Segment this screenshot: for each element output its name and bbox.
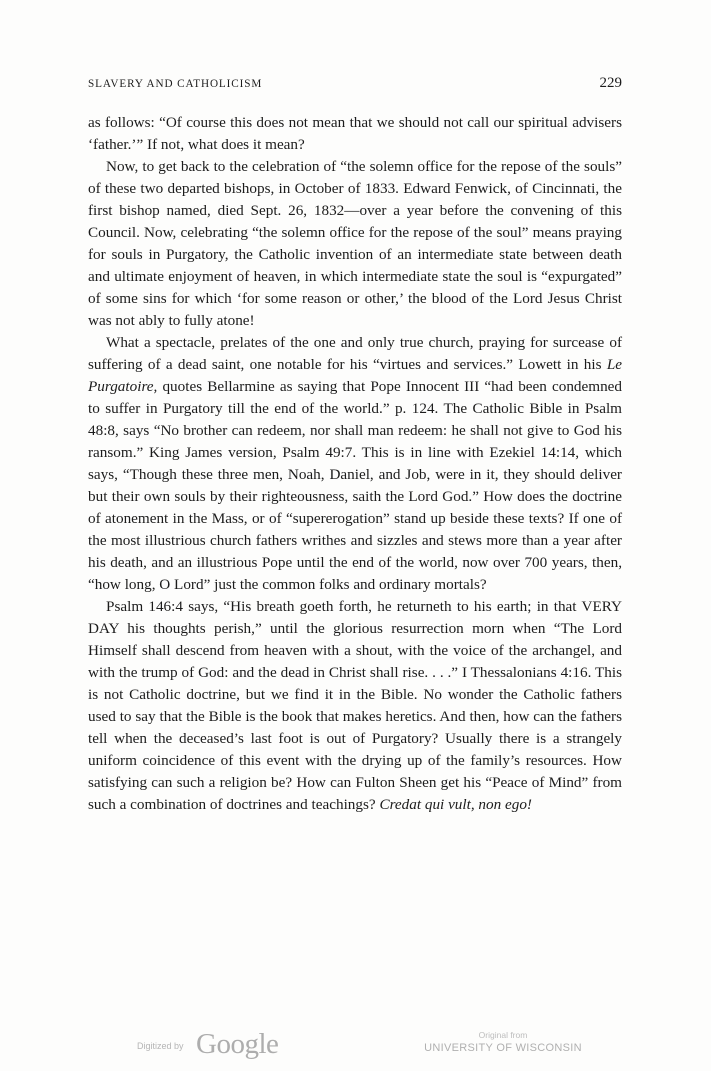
latin-closing-phrase: Credat qui vult, non ego! — [379, 796, 532, 813]
paragraph-spectacle-text-b: quotes Bellarmine as saying that Pope Innocent III “had been condemned to suffer in Purgatory till the end of the world.” p. 124. The Catholic Bible in Psalm 48:8, says “No brother can redeem, nor shall man redeem: he shall not give to God his ransom.” King James version, Psalm 49:7. This is in line with Ezekiel 14:14, which says, “Though these three men, Noah, Daniel, and Job, were in it, they should deliver but their own souls by their righteousness, saith the Lord God.” How does the doctrine of atonement in the Mass, or of “supererogation” stand up beside these texts? If one of the most illustrious church fathers writhes and sizzles and stews more than a year after his death, and an illustrious Pope until the end of the world, now over 700 years, then, “how long, O Lord” just the common folks and ordinary mortals? — [88, 378, 622, 593]
paragraph-psalm-text: Psalm 146:4 says, “His breath goeth forth, he returneth to his earth; in that VERY DAY his thoughts perish,” until the glorious resurrection morn when “The Lord Himself shall descend from heaven with a shout, with the voice of the archangel, and with the trump of God: and the dead in Christ shall rise. . . .” I Thessalonians 4:16. This is not Catholic doctrine, but we find it in the Bible. No wonder the Catholic fathers used to say that the Bible is the book that makes heretics. And then, how can the fathers tell when the deceased’s last foot is out of Purgatory? Usually there is a strangely uniform coincidence of this event with the drying up of the family’s resources. How satisfying can such a religion be? How can Fulton Sheen get his “Peace of Mind” from such a combination of doctrines and teachings? — [88, 598, 622, 813]
page-number: 229 — [599, 75, 622, 91]
paragraph-solemn-office: Now, to get back to the celebration of “the solemn office for the repose of the souls” of these two departed bishops, in October of 1833. Edward Fenwick, of Cincinnati, the first bishop named, died Sept. 26, 1832—over a year before the convening of this Council. Now, celebrating “the solemn office for the repose of the soul” means praying for souls in Purgatory, the Catholic invention of an intermediate state between death and ultimate enjoyment of heaven, in which intermediate state the soul is “expurgated” of some sins for which ‘for some reason or other,’ the blood of the Lord Jesus Christ was not ably to fully atone! — [88, 158, 622, 329]
body-text — [88, 112, 622, 816]
google-logo: Google — [196, 1028, 279, 1060]
paragraph-psalm — [88, 596, 622, 816]
digitized-by-label: Digitized by — [137, 1041, 184, 1051]
book-title-le-purgatoire: Le Purgatoire, — [88, 356, 622, 395]
digitization-footer — [0, 1028, 711, 1064]
paragraph-spectacle-text-a: What a spectacle, prelates of the one and only true church, praying for surcease of suffering of a dead saint, one notable for his “virtues and services.” Lowett in his — [88, 334, 622, 373]
running-title: SLAVERY AND CATHOLICISM — [88, 78, 263, 90]
university-label: UNIVERSITY OF WISCONSIN — [424, 1042, 582, 1054]
original-from-label: Original from — [478, 1030, 528, 1040]
paragraph-continuation: as follows: “Of course this does not mean that we should not call our spiritual advisers ‘father.’” If not, what does it mean? — [88, 114, 622, 153]
running-head — [88, 75, 622, 94]
paragraph-spectacle — [88, 332, 622, 596]
